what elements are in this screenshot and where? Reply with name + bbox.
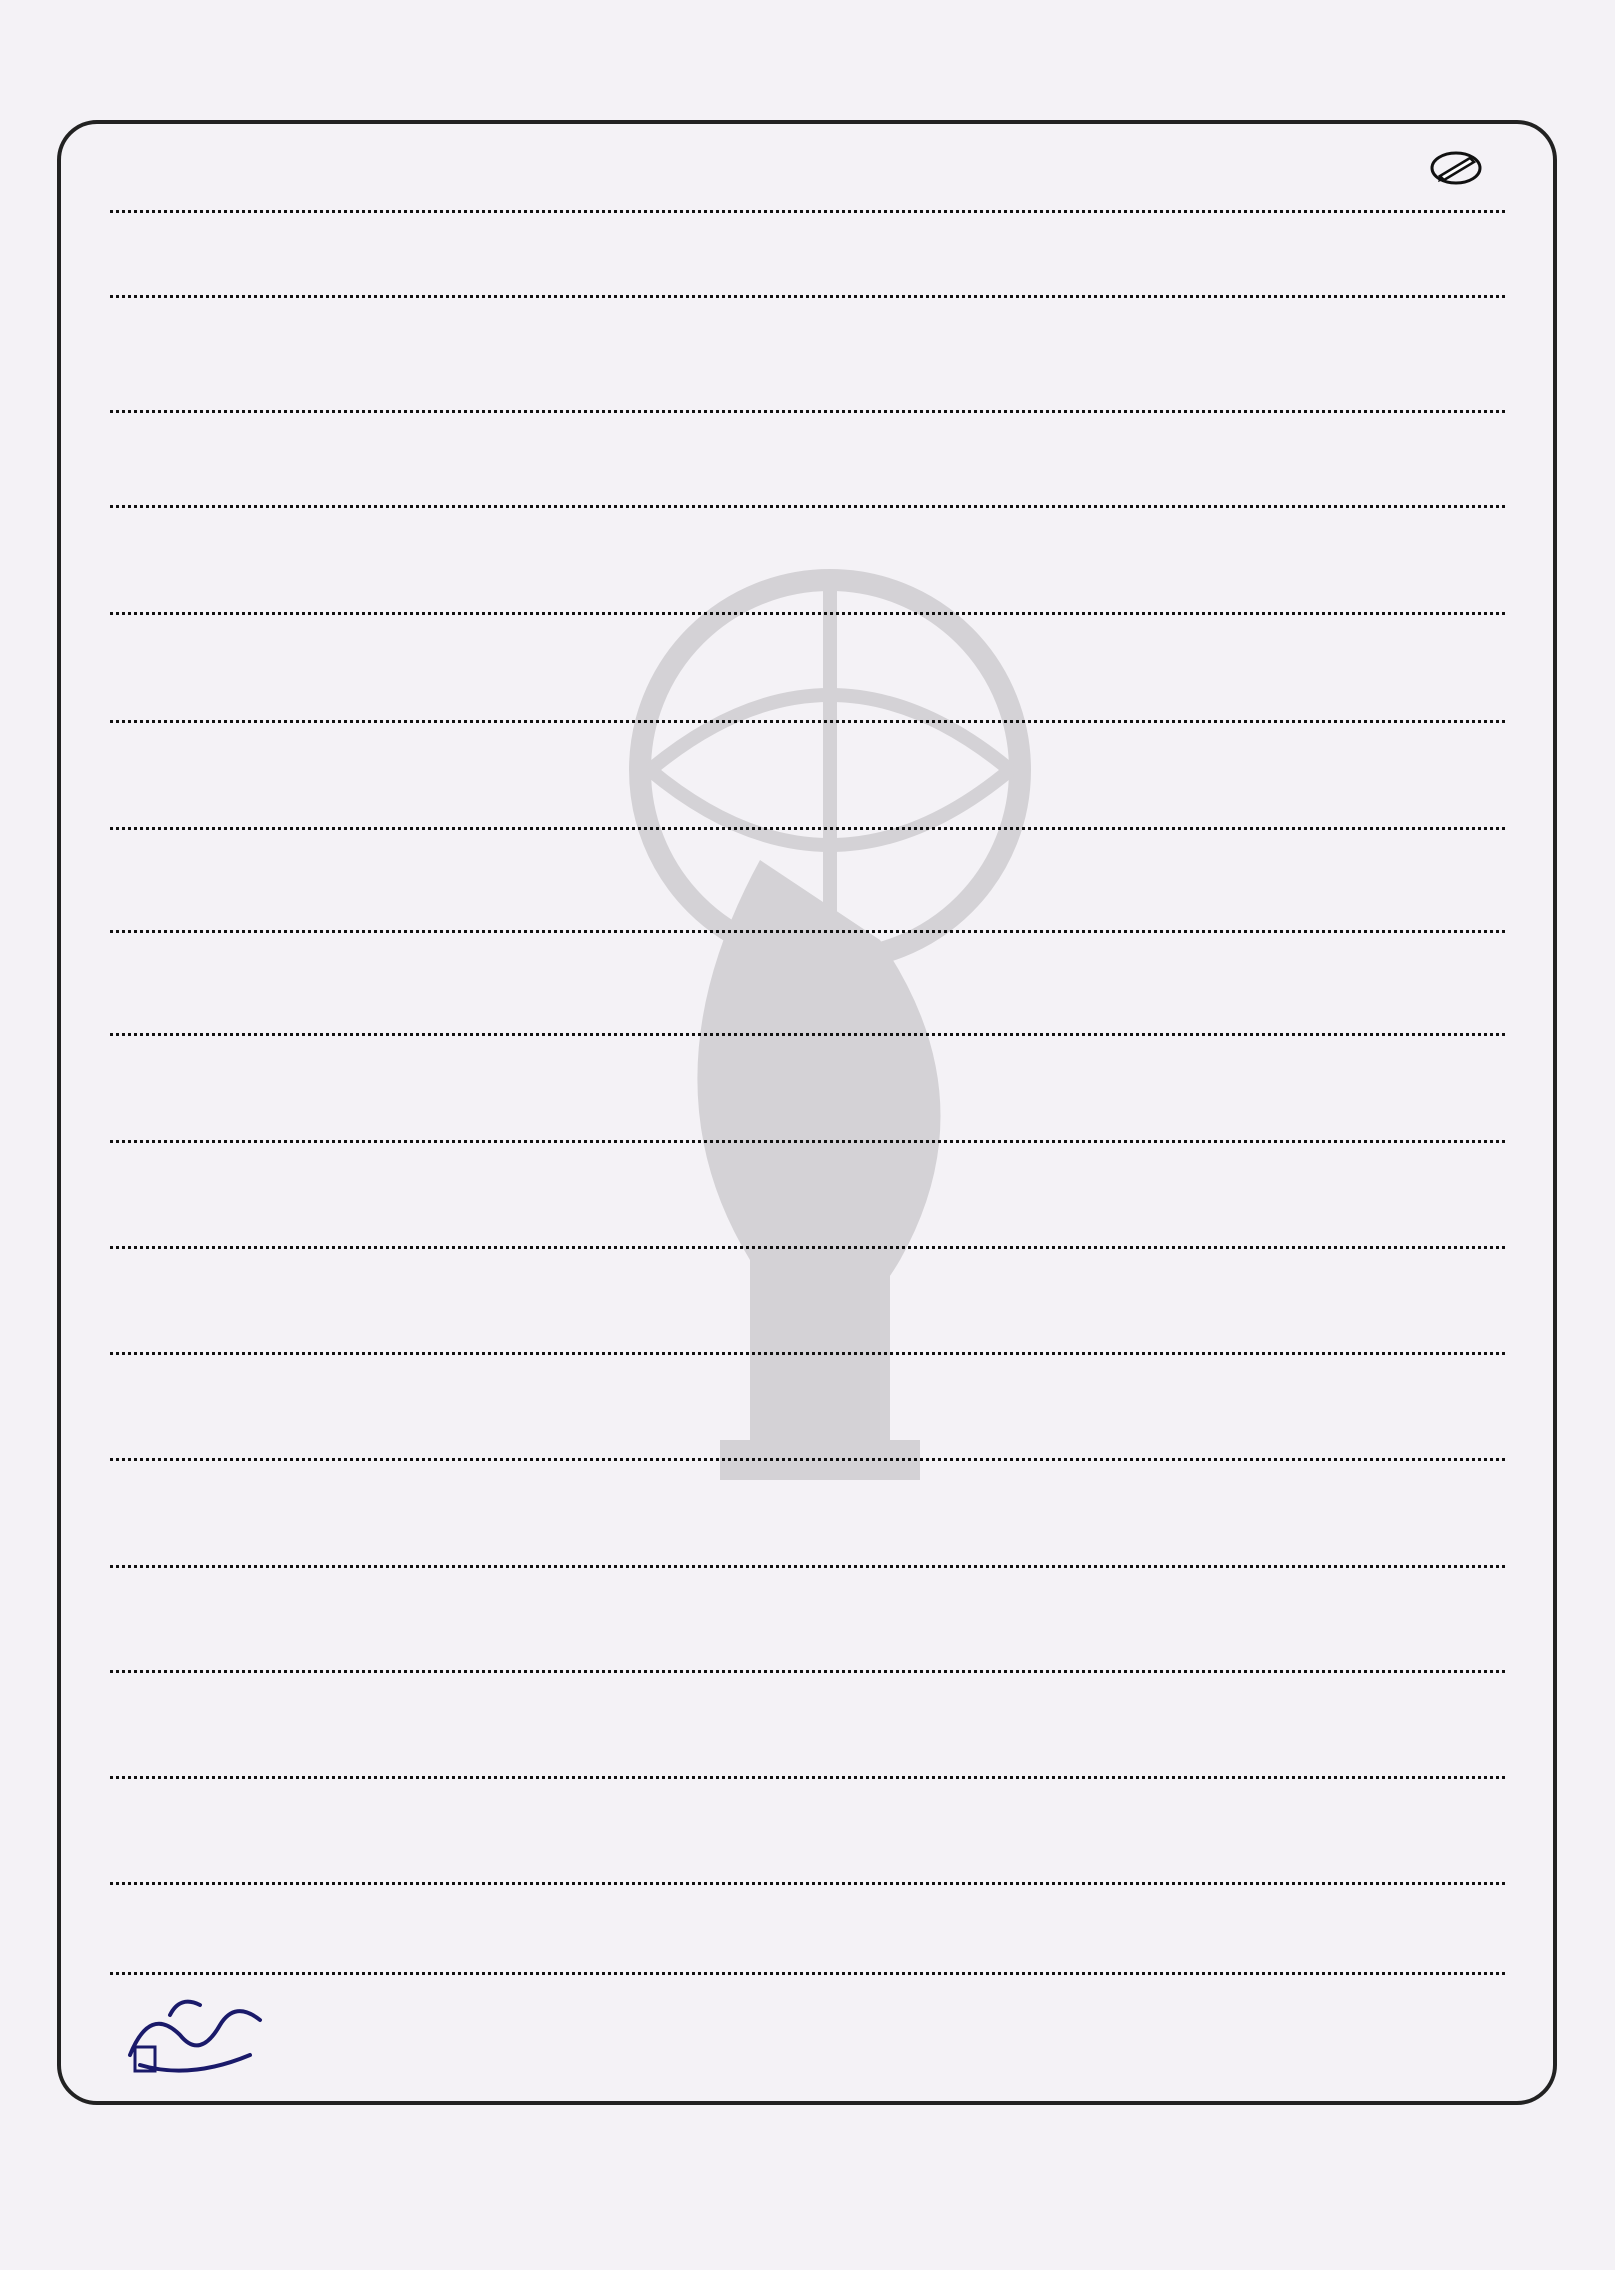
handwritten-line [110,1608,1505,1678]
margin-note [0,1910,560,1980]
handwritten-line [110,1290,1505,1360]
handwritten-line [110,348,1505,418]
handwritten-line [110,443,1505,513]
handwritten-line [110,1820,1505,1890]
handwritten-line [110,145,1505,215]
handwritten-line [110,1503,1505,1573]
handwritten-line [110,971,1505,1041]
handwritten-line [110,550,1505,620]
handwritten-line [110,1714,1505,1784]
handwritten-line [110,658,1505,728]
handwritten-line [110,238,1505,308]
handwritten-line [110,868,1505,938]
handwritten-line [110,1078,1505,1148]
handwritten-line [110,765,1505,835]
handwritten-line [110,1396,1505,1466]
handwritten-line [110,1184,1505,1254]
signature-mark [110,1985,280,2085]
